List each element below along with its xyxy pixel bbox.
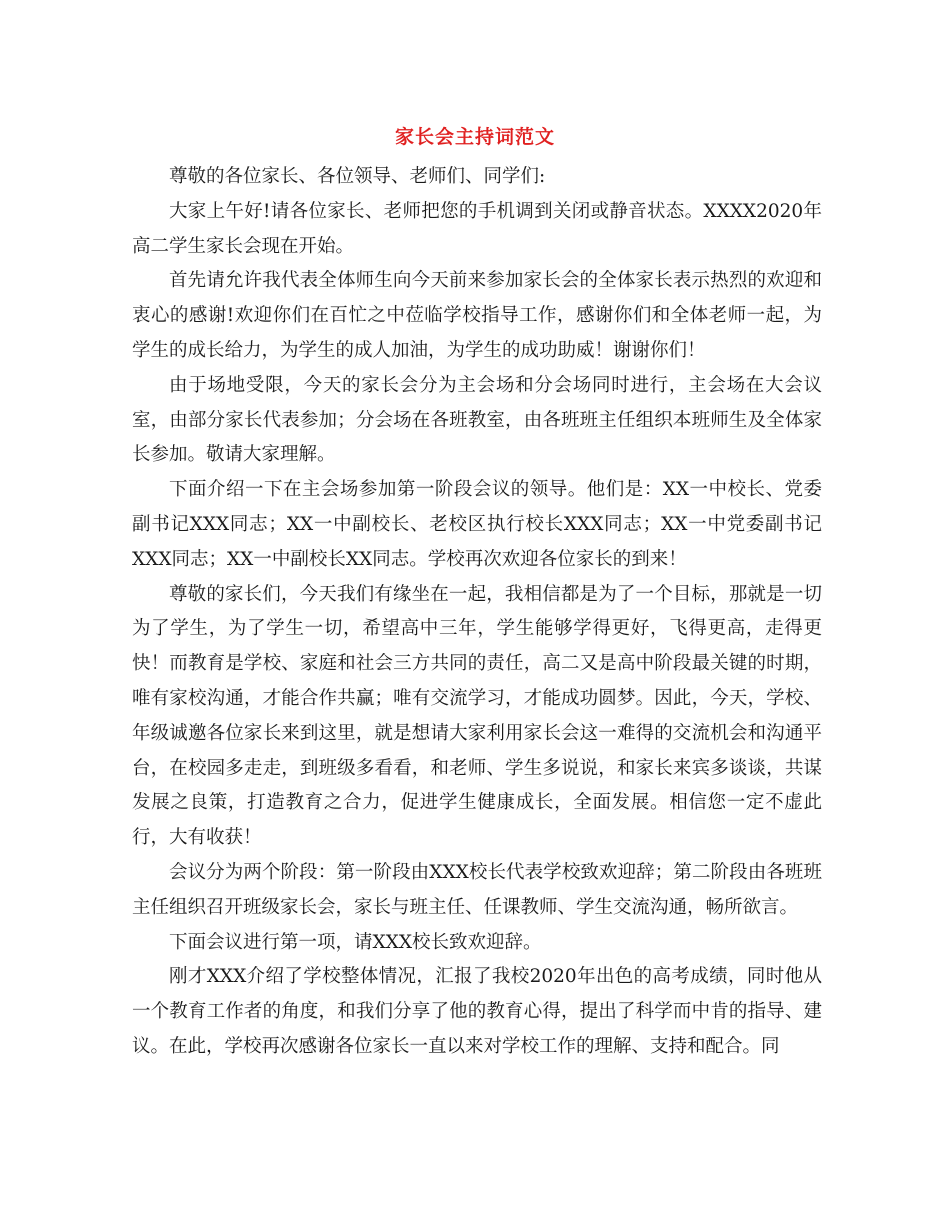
paragraph-opening: 大家上午好!请各位家长、老师把您的手机调到关闭或静音状态。XXXX2020年高二学生家长会现在开始。 (132, 200, 822, 257)
page-title: 家长会主持词范文 (394, 126, 555, 148)
paragraph-leaders: 下面介绍一下在主会场参加第一阶段会议的领导。他们是：XX一中校长、党委副书记XXX同志；XX一中副校长、老校区执行校长XXX同志；XX一中党委副书记XXX同志；XX一中副校长XX同志。学校再次欢迎各位家长的到来！ (132, 479, 822, 570)
paragraph-summary: 刚才XXX介绍了学校整体情况，汇报了我校2020年出色的高考成绩，同时他从一个教育工作者的角度，和我们分享了他的教育心得，提出了科学而中肯的指导、建议。在此，学校再次感谢各位家长一直以来对学校工作的理解、支持和配合。同 (132, 966, 822, 1057)
paragraph-welcome: 首先请允许我代表全体师生向今天前来参加家长会的全体家长表示热烈的欢迎和衷心的感谢!欢迎你们在百忙之中莅临学校指导工作，感谢你们和全体老师一起，为学生的成长给力，为学生的成人加油，为学生的成功助威！谢谢你们！ (132, 270, 822, 361)
paragraph-agenda: 会议分为两个阶段：第一阶段由XXX校长代表学校致欢迎辞；第二阶段由各班班主任组织召开班级家长会，家长与班主任、任课教师、学生交流沟通，畅所欲言。 (132, 861, 822, 918)
document-body (132, 160, 822, 1065)
paragraph-purpose: 尊敬的家长们，今天我们有缘坐在一起，我相信都是为了一个目标，那就是一切为了学生，为了学生一切，希望高中三年，学生能够学得更好，飞得更高，走得更快！而教育是学校、家庭和社会三方共同的责任，高二又是高中阶段最关键的时期，唯有家校沟通，才能合作共赢；唯有交流学习，才能成功圆梦。因此，今天，学校、年级诚邀各位家长来到这里，就是想请大家利用家长会这一难得的交流机会和沟通平台，在校园多走走，到班级多看看，和老师、学生多说说，和家长来宾多谈谈，共谋发展之良策，打造教育之合力，促进学生健康成长，全面发展。相信您一定不虚此行，大有收获！ (132, 583, 822, 849)
paragraph-greeting: 尊敬的各位家长、各位领导、老师们、同学们: (169, 166, 546, 187)
paragraph-first-item: 下面会议进行第一项，请XXX校长致欢迎辞。 (169, 931, 542, 953)
paragraph-venue: 由于场地受限，今天的家长会分为主会场和分会场同时进行，主会场在大会议室，由部分家长代表参加；分会场在各班教室，由各班班主任组织本班师生及全体家长参加。敬请大家理解。 (132, 374, 822, 466)
